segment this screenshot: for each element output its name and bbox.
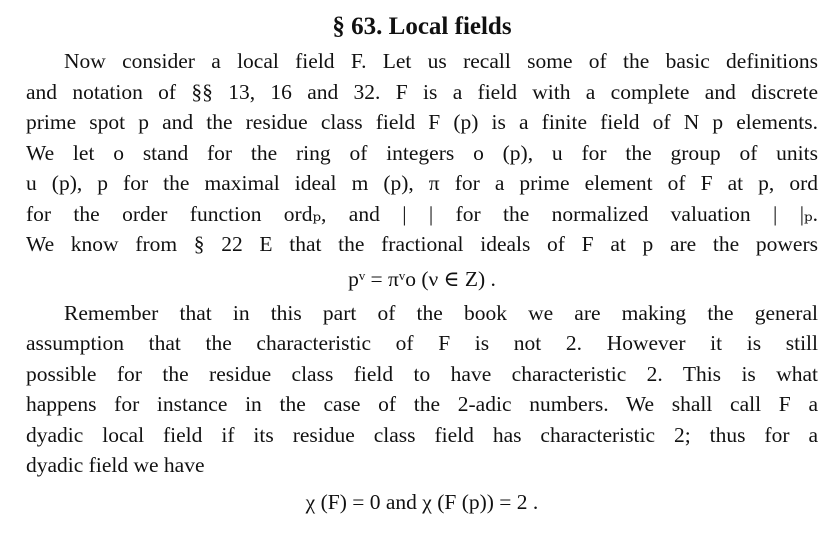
text-line: and notation of §§ 13, 16 and 32. F is a field with a complete and discrete [26, 79, 818, 104]
text-line: prime spot p and the residue class field F (p) is a finite field of N p elements. [26, 110, 818, 134]
text-line: We let o stand for the ring of integers o (p), u for the group of units [26, 140, 818, 165]
text-line: dyadic field we have [26, 453, 205, 477]
text-line: Now consider a local field F. Let us recall some of the basic definitions [64, 49, 818, 73]
text-line: We know from § 22 E that the fractional ideals of F at p are the powers [26, 232, 818, 256]
text-line: for the order function ordₚ, and | | for the normalized valuation | |ₚ. [26, 201, 818, 226]
section-title: § 63. Local fields [332, 13, 512, 40]
text-line: assumption that the characteristic of F is not 2. However it is still [26, 331, 818, 355]
text-line: dyadic local field if its residue class field has characteristic 2; thus for a [26, 422, 818, 447]
text-line: Remember that in this part of the book we are making the general [64, 300, 818, 325]
text-line: happens for instance in the case of the 2-adic numbers. We shall call F a [26, 392, 818, 416]
paragraph-2 [26, 298, 818, 481]
display-equation-1: pᵛ = πᵛo (ν ∈ Z) . [348, 266, 496, 291]
paragraph-1 [26, 46, 818, 260]
page [26, 8, 818, 519]
text-line: u (p), p for the maximal ideal m (p), π for a prime element of F at p, ord [26, 171, 818, 195]
display-equation-2: χ (F) = 0 and χ (F (p)) = 2 . [305, 489, 539, 514]
text-line: possible for the residue class field to have characteristic 2. This is what [26, 361, 818, 386]
